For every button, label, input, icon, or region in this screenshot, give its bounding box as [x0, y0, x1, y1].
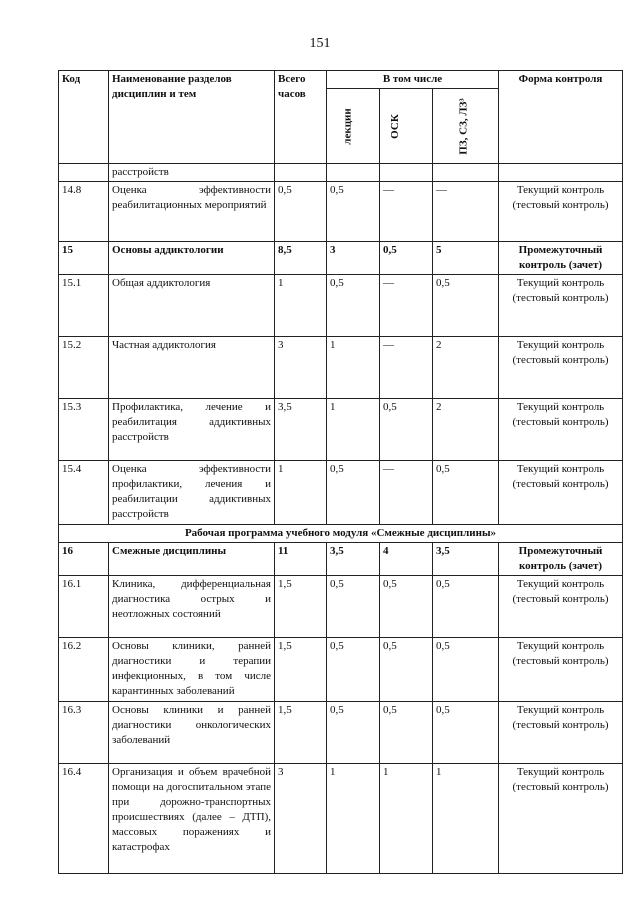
row-lectures: 0,5 — [327, 702, 380, 764]
row-total: 3 — [275, 764, 327, 874]
row-pz: 1 — [433, 764, 499, 874]
row-total: 3,5 — [275, 399, 327, 461]
row-lectures — [327, 164, 380, 182]
row-control: Текущий контроль (тестовый контроль) — [499, 275, 623, 337]
header-pz: ПЗ, СЗ, ЛЗ³ — [457, 97, 470, 155]
row-total: 1 — [275, 461, 327, 525]
table-row — [59, 543, 623, 576]
row-name: Основы клиники и ранней диагностики онкологических заболеваний — [109, 702, 275, 764]
row-code: 16.3 — [59, 702, 109, 764]
section-title: Рабочая программа учебного модуля «Смежные дисциплины» — [59, 525, 623, 543]
row-pz: 2 — [433, 337, 499, 399]
row-code — [59, 164, 109, 182]
table-row — [59, 399, 623, 461]
table-row — [59, 337, 623, 399]
row-name: Организация и объем врачебной помощи на догоспитальном этапе при дорожно-транспортных происшествиях (далее – ДТП), массовых поражениях и катастрофах — [109, 764, 275, 874]
row-name: расстройств — [109, 164, 275, 182]
header-pz-cell — [433, 89, 499, 164]
table-row — [59, 242, 623, 275]
row-pz: — — [433, 182, 499, 242]
row-name: Оценка эффективности реабилитационных мероприятий — [109, 182, 275, 242]
row-control: Текущий контроль (тестовый контроль) — [499, 576, 623, 638]
row-pz: 0,5 — [433, 275, 499, 337]
row-control: Промежуточный контроль (зачет) — [499, 543, 623, 576]
row-total: 11 — [275, 543, 327, 576]
header-name: Наименование разделов дисциплин и тем — [109, 71, 275, 164]
row-code: 15.2 — [59, 337, 109, 399]
row-code: 15.1 — [59, 275, 109, 337]
page-number: 151 — [309, 36, 331, 51]
table-row — [59, 182, 623, 242]
row-control — [499, 164, 623, 182]
row-lectures: 1 — [327, 764, 380, 874]
header-including: В том числе — [327, 71, 499, 89]
table-row — [59, 275, 623, 337]
table-row — [59, 164, 623, 182]
row-pz: 0,5 — [433, 461, 499, 525]
row-code: 14.8 — [59, 182, 109, 242]
table-body-lower — [59, 543, 623, 874]
table-row — [59, 764, 623, 874]
row-pz: 0,5 — [433, 638, 499, 702]
row-lectures: 0,5 — [327, 461, 380, 525]
row-osk: — — [380, 461, 433, 525]
row-total: 3 — [275, 337, 327, 399]
row-code: 16.4 — [59, 764, 109, 874]
row-code: 15 — [59, 242, 109, 275]
row-name: Оценка эффективности профилактики, лечения и реабилитации аддиктивных расстройств — [109, 461, 275, 525]
row-control: Текущий контроль (тестовый контроль) — [499, 702, 623, 764]
row-code: 15.4 — [59, 461, 109, 525]
row-osk — [380, 164, 433, 182]
row-lectures: 0,5 — [327, 182, 380, 242]
table-row — [59, 576, 623, 638]
row-total: 1,5 — [275, 638, 327, 702]
row-lectures: 3,5 — [327, 543, 380, 576]
row-control: Текущий контроль (тестовый контроль) — [499, 399, 623, 461]
row-osk: 4 — [380, 543, 433, 576]
row-name: Основы клиники, ранней диагностики и терапии инфекционных, в том числе карантинных заболеваний — [109, 638, 275, 702]
row-control: Текущий контроль (тестовый контроль) — [499, 638, 623, 702]
table-row — [59, 702, 623, 764]
row-control: Текущий контроль (тестовый контроль) — [499, 182, 623, 242]
table-row — [59, 461, 623, 525]
table-row — [59, 638, 623, 702]
row-name: Общая аддиктология — [109, 275, 275, 337]
row-code: 16 — [59, 543, 109, 576]
section-row — [59, 525, 623, 543]
row-total: 0,5 — [275, 182, 327, 242]
header-lectures: лекции — [341, 107, 354, 145]
row-lectures: 1 — [327, 399, 380, 461]
table-section — [59, 525, 623, 543]
row-osk: 0,5 — [380, 702, 433, 764]
row-code: 15.3 — [59, 399, 109, 461]
row-lectures: 3 — [327, 242, 380, 275]
row-pz — [433, 164, 499, 182]
row-control: Текущий контроль (тестовый контроль) — [499, 337, 623, 399]
row-total: 1,5 — [275, 576, 327, 638]
row-code: 16.1 — [59, 576, 109, 638]
row-lectures: 0,5 — [327, 576, 380, 638]
row-name: Частная аддиктология — [109, 337, 275, 399]
row-total — [275, 164, 327, 182]
header-osk-cell — [380, 89, 433, 164]
row-total: 8,5 — [275, 242, 327, 275]
row-osk: 0,5 — [380, 399, 433, 461]
curriculum-table — [58, 70, 623, 874]
row-lectures: 0,5 — [327, 275, 380, 337]
row-control: Текущий контроль (тестовый контроль) — [499, 461, 623, 525]
row-total: 1 — [275, 275, 327, 337]
row-osk: — — [380, 337, 433, 399]
header-osk: ОСК — [388, 113, 401, 139]
row-pz: 0,5 — [433, 702, 499, 764]
header-control: Форма контроля — [499, 71, 623, 164]
header-total: Всего часов — [275, 71, 327, 164]
row-osk: 0,5 — [380, 638, 433, 702]
table-body-upper — [59, 164, 623, 525]
row-lectures: 0,5 — [327, 638, 380, 702]
row-osk: 0,5 — [380, 576, 433, 638]
row-control: Промежуточный контроль (зачет) — [499, 242, 623, 275]
row-lectures: 1 — [327, 337, 380, 399]
row-control: Текущий контроль (тестовый контроль) — [499, 764, 623, 874]
row-name: Основы аддиктологии — [109, 242, 275, 275]
row-pz: 2 — [433, 399, 499, 461]
row-pz: 0,5 — [433, 576, 499, 638]
row-osk: — — [380, 275, 433, 337]
row-osk: — — [380, 182, 433, 242]
row-name: Клиника, дифференциальная диагностика острых и неотложных состояний — [109, 576, 275, 638]
row-pz: 5 — [433, 242, 499, 275]
row-name: Профилактика, лечение и реабилитация аддиктивных расстройств — [109, 399, 275, 461]
row-osk: 0,5 — [380, 242, 433, 275]
row-pz: 3,5 — [433, 543, 499, 576]
header-lectures-cell — [327, 89, 380, 164]
row-code: 16.2 — [59, 638, 109, 702]
header-code: Код — [59, 71, 109, 164]
row-osk: 1 — [380, 764, 433, 874]
row-total: 1,5 — [275, 702, 327, 764]
row-name: Смежные дисциплины — [109, 543, 275, 576]
